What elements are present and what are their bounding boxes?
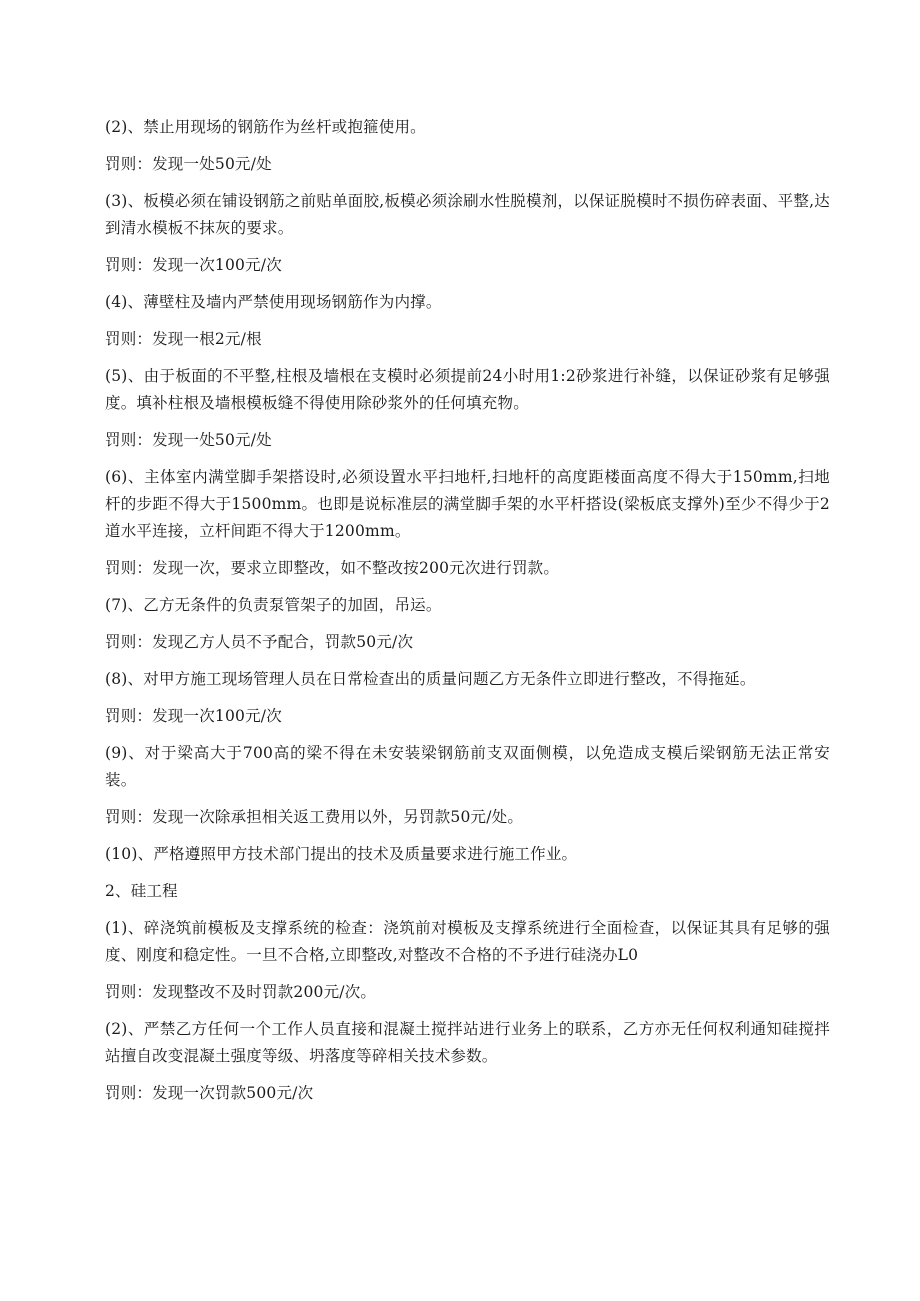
penalty-4: 罚则：发现一根2元/根 [105,330,262,348]
clause-2-text: (2)、禁止用现场的钢筋作为丝杆或抱箍使用。 [105,118,426,136]
penalty-5: 罚则：发现一处50元/处 [105,431,272,449]
clause-10-text: (10)、严格遵照甲方技术部门提出的技术及质量要求进行施工作业。 [105,845,578,863]
clause-5-text: (5)、由于板面的不平整,柱根及墙根在支模时必须提前24小时用1:2砂浆进行补缝，以保证砂浆有足够强度。填补柱根及墙根模板缝不得使用除砂浆外的任何填充物。 [105,367,830,412]
concrete-clause-2-text: (2)、严禁乙方任何一个工作人员直接和混凝土搅拌站进行业务上的联系，乙方亦无任何权利通知硅搅拌站擅自改变混凝土强度等级、坍落度等碎相关技术参数。 [105,1020,830,1065]
clause-4-text: (4)、薄壁柱及墙内严禁使用现场钢筋作为内撑。 [105,293,442,311]
section-heading: 2、硅工程 [105,882,178,900]
penalty-8: 罚则：发现一次100元/次 [105,707,282,725]
concrete-penalty-2: 罚则：发现一次罚款500元/次 [105,1084,314,1102]
penalty-2: 罚则：发现一处50元/处 [105,155,272,173]
document-body [105,114,830,1117]
penalty-7: 罚则：发现乙方人员不予配合，罚款50元/次 [105,633,414,651]
clause-3-text: (3)、板模必须在铺设钢筋之前贴单面胶,板模必须涂刷水性脱模剂，以保证脱模时不损伤碎表面、平整,达到清水模板不抹灰的要求。 [105,192,830,237]
clause-8-text: (8)、对甲方施工现场管理人员在日常检查出的质量问题乙方无条件立即进行整改，不得拖延。 [105,670,756,688]
clause-7-text: (7)、乙方无条件的负责泵管架子的加固，吊运。 [105,596,442,614]
penalty-3: 罚则：发现一次100元/次 [105,256,282,274]
clause-6-text: (6)、主体室内满堂脚手架搭设时,必须设置水平扫地杆,扫地杆的高度距楼面高度不得大于150mm,扫地杆的步距不得大于1500mm。也即是说标准层的满堂脚手架的水平杆搭设(梁板底支撑外)至少不得少于2道水平连接，立杆间距不得大于1200mm。 [105,468,830,540]
penalty-9: 罚则：发现一次除承担相关返工费用以外，另罚款50元/处。 [105,808,524,826]
clause-9-text: (9)、对于梁高大于700高的梁不得在未安装梁钢筋前支双面侧模，以免造成支模后梁钢筋无法正常安装。 [105,744,830,789]
concrete-clause-1-text: (1)、碎浇筑前模板及支撑系统的检查：浇筑前对模板及支撑系统进行全面检查，以保证其具有足够的强度、刚度和稳定性。一旦不合格,立即整改,对整改不合格的不予进行硅浇办L0 [105,919,830,964]
concrete-penalty-1: 罚则：发现整改不及时罚款200元/次。 [105,983,377,1001]
penalty-6: 罚则：发现一次，要求立即整改，如不整改按200元次进行罚款。 [105,559,560,577]
